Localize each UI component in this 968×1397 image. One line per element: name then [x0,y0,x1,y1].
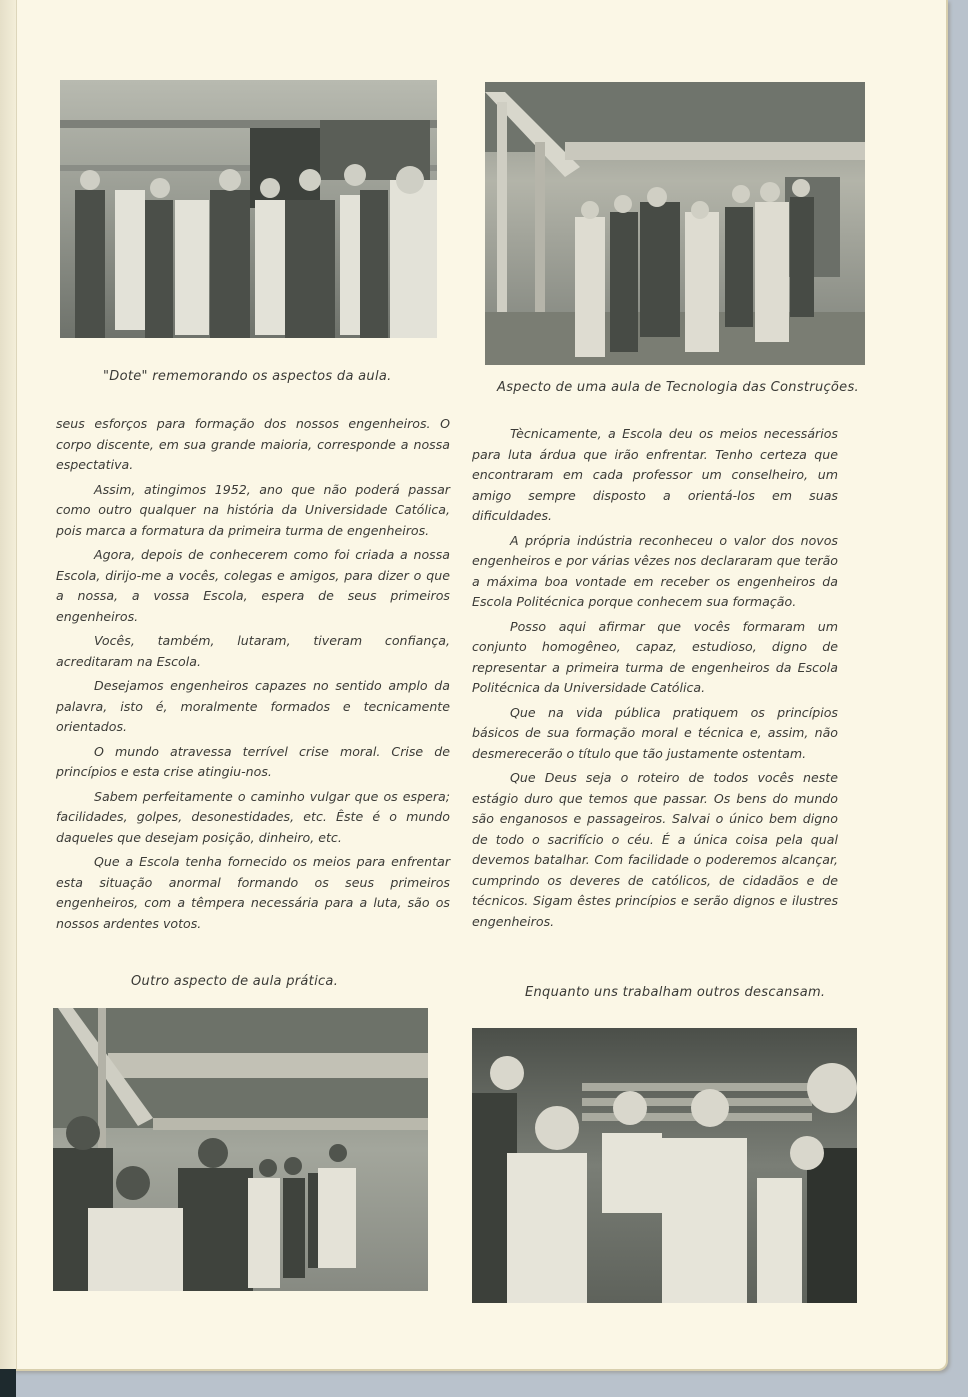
page-spine [0,0,17,1369]
article-column-right [472,424,838,936]
paragraph: Tècnicamente, a Escola deu os meios necessários para luta árdua que irão enfrentar. Tenho certeza que encontraram em cada professor um conselheiro, um amigo sempre disposto a orientá-los em suas dificuldades. [472,426,838,523]
paragraph: O mundo atravessa terrível crise moral. Crise de princípios e esta crise atingiu-nos. [56,743,450,779]
paragraph: Agora, depois de conhecerem como foi criada a nossa Escola, dirijo-me a vocês, colegas e amigos, para dizer o que a nossa, a vossa Escola, espera de seus primeiros engenheiros. [56,547,450,624]
photo-caption: "Dote" rememorando os aspectos da aula. [103,369,392,384]
paragraph: seus esforços para formação dos nossos engenheiros. O corpo discente, em sua grande maioria, corresponde a nossa espectativa. [56,416,450,472]
paragraph: Sabem perfeitamente o caminho vulgar que os espera; facilidades, golpes, desonestidades, etc. Êste é o mundo daqueles que desejam posição, dinheiro, etc. [56,788,450,845]
paragraph: Posso aqui afirmar que vocês formaram um conjunto homogêneo, capaz, estudioso, digno de representar a primeira turma de engenheiros da Escola Politécnica da Universidade Católica. [472,618,838,695]
paragraph: Que a Escola tenha fornecido os meios para enfrentar esta situação anormal formando os seus primeiros engenheiros, com a têmpera necessária para a luta, são os nossos ardentes votos. [56,854,450,931]
paragraph: A própria indústria reconheceu o valor dos novos engenheiros e por várias vêzes nos declararam que terão a máxima boa vontade em receber os engenheiros da Escola Politécnica porque conhecem sua formação. [472,532,838,609]
scan-edge [0,1369,16,1397]
article-column-left [56,414,450,938]
paragraph: Desejamos engenheiros capazes no sentido amplo da palavra, isto é, moralmente formados e tecnicamente orientados. [56,678,450,734]
photo-students-resting [472,1028,857,1303]
paragraph: Que na vida pública pratiquem os princípios básicos de sua formação moral e técnica e, assim, não desmerecerão o título que tão justamente ostentam. [472,704,838,761]
photo-practical-class-group [53,1008,428,1291]
paragraph: Que Deus seja o roteiro de todos vocês neste estágio duro que temos que passar. Os bens do mundo são enganosos e passageiros. Salvai o único bem digno de todo o sacrifício o céu. É a única coisa pela qual devemos batalhar. Com facilidade o poderemos alcançar, cumprindo os deveres de católicos, de cidadãos e de técnicos. Sigam êstes princípios e serão dignos e ilustres engenheiros. [472,770,838,929]
photo-caption: Aspecto de uma aula de Tecnologia das Construções. [497,380,859,395]
photo-construction-technology-class [485,82,865,365]
photo-students-outdoor-lesson [60,80,437,338]
photo-caption: Outro aspecto de aula prática. [131,974,339,989]
paragraph: Assim, atingimos 1952, ano que não poderá passar como outro qualquer na história da Universidade Católica, pois marca a formatura da primeira turma de engenheiros. [56,481,450,538]
paragraph: Vocês, também, lutaram, tiveram confiança, acreditaram na Escola. [56,633,450,669]
photo-caption: Enquanto uns trabalham outros descansam. [525,985,826,1000]
